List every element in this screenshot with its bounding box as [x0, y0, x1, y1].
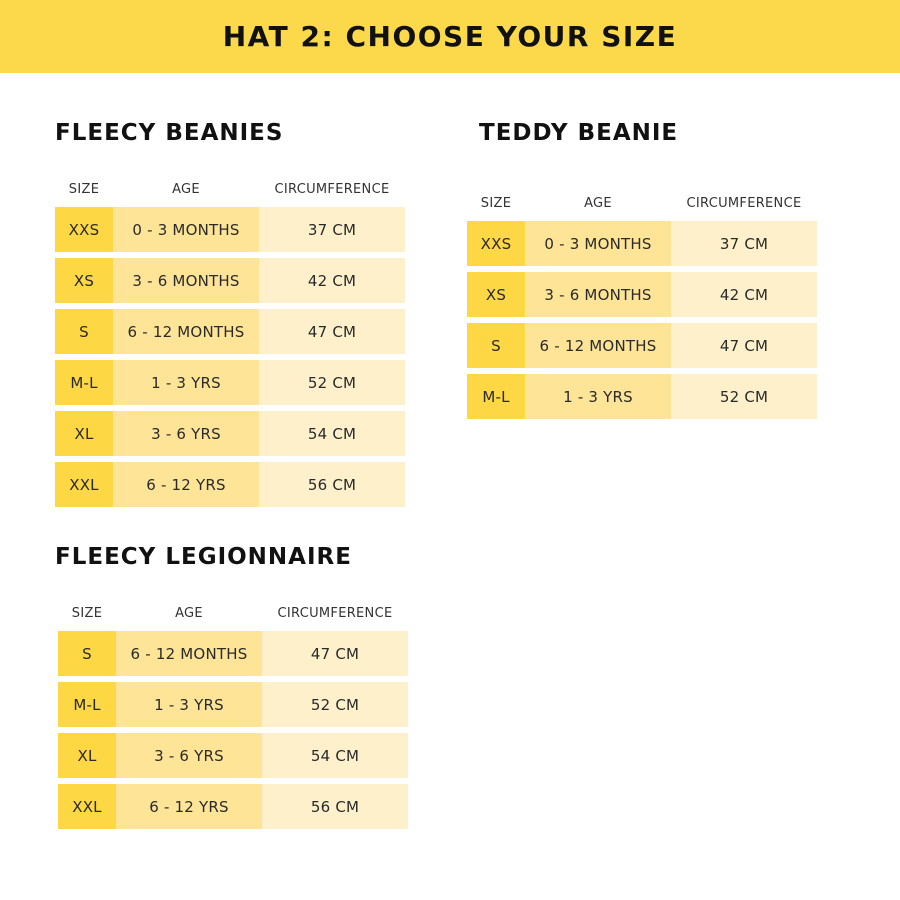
- size-cell: S: [55, 309, 113, 354]
- table-header: [55, 175, 405, 203]
- section-fleecy-legionnaire: [55, 544, 415, 834]
- circumference-cell: 56 CM: [259, 462, 405, 507]
- header-banner: [0, 0, 900, 73]
- table-row: [58, 784, 408, 829]
- age-cell: 1 - 3 YRS: [116, 682, 262, 727]
- size-cell: M-L: [467, 374, 525, 419]
- age-cell: 0 - 3 MONTHS: [113, 207, 259, 252]
- table-row: [55, 411, 405, 456]
- size-table: [58, 599, 408, 829]
- column-header-circumference: CIRCUMFERENCE: [274, 181, 390, 197]
- age-cell: 6 - 12 MONTHS: [113, 309, 259, 354]
- section-teddy-beanie: [467, 120, 817, 420]
- table-row: [55, 462, 405, 507]
- size-cell: S: [58, 631, 116, 676]
- age-cell: 6 - 12 MONTHS: [525, 323, 671, 368]
- circumference-cell: 52 CM: [262, 682, 408, 727]
- circumference-cell: 47 CM: [262, 631, 408, 676]
- age-cell: 6 - 12 MONTHS: [116, 631, 262, 676]
- circumference-cell: 47 CM: [259, 309, 405, 354]
- column-header-age: AGE: [172, 181, 200, 197]
- circumference-cell: 37 CM: [671, 221, 817, 266]
- size-cell: XXS: [467, 221, 525, 266]
- table-header: [467, 189, 817, 217]
- page-title: HAT 2: CHOOSE YOUR SIZE: [222, 20, 678, 53]
- column-header-age: AGE: [175, 605, 203, 621]
- size-cell: XXS: [55, 207, 113, 252]
- size-cell: M-L: [55, 360, 113, 405]
- table-row: [58, 631, 408, 676]
- column-header-circumference: CIRCUMFERENCE: [686, 195, 802, 211]
- column-header-size: SIZE: [71, 605, 103, 621]
- column-header-size: SIZE: [68, 181, 100, 197]
- section-title: FLEECY BEANIES: [55, 120, 284, 146]
- section-title: FLEECY LEGIONNAIRE: [55, 544, 352, 570]
- size-cell: XXL: [55, 462, 113, 507]
- circumference-cell: 47 CM: [671, 323, 817, 368]
- size-cell: XXL: [58, 784, 116, 829]
- circumference-cell: 42 CM: [671, 272, 817, 317]
- size-cell: M-L: [58, 682, 116, 727]
- circumference-cell: 42 CM: [259, 258, 405, 303]
- table-row: [467, 221, 817, 266]
- age-cell: 3 - 6 MONTHS: [113, 258, 259, 303]
- size-table: [467, 189, 817, 419]
- table-row: [467, 374, 817, 419]
- table-header: [58, 599, 408, 627]
- table-body: [55, 207, 405, 507]
- section-title: TEDDY BEANIE: [479, 120, 679, 146]
- table-row: [55, 309, 405, 354]
- table-body: [58, 631, 408, 829]
- size-table: [55, 175, 405, 507]
- table-row: [55, 207, 405, 252]
- table-row: [467, 323, 817, 368]
- column-header-circumference: CIRCUMFERENCE: [277, 605, 393, 621]
- size-cell: XL: [58, 733, 116, 778]
- age-cell: 1 - 3 YRS: [525, 374, 671, 419]
- age-cell: 0 - 3 MONTHS: [525, 221, 671, 266]
- age-cell: 3 - 6 MONTHS: [525, 272, 671, 317]
- column-header-age: AGE: [584, 195, 612, 211]
- column-header-size: SIZE: [480, 195, 512, 211]
- circumference-cell: 56 CM: [262, 784, 408, 829]
- table-row: [55, 360, 405, 405]
- table-row: [55, 258, 405, 303]
- age-cell: 3 - 6 YRS: [116, 733, 262, 778]
- table-body: [467, 221, 817, 419]
- circumference-cell: 54 CM: [259, 411, 405, 456]
- circumference-cell: 52 CM: [671, 374, 817, 419]
- circumference-cell: 52 CM: [259, 360, 405, 405]
- size-cell: XS: [467, 272, 525, 317]
- table-row: [467, 272, 817, 317]
- size-cell: XL: [55, 411, 113, 456]
- age-cell: 1 - 3 YRS: [113, 360, 259, 405]
- size-cell: XS: [55, 258, 113, 303]
- age-cell: 3 - 6 YRS: [113, 411, 259, 456]
- age-cell: 6 - 12 YRS: [116, 784, 262, 829]
- section-fleecy-beanies: [55, 120, 405, 510]
- circumference-cell: 54 CM: [262, 733, 408, 778]
- table-row: [58, 682, 408, 727]
- circumference-cell: 37 CM: [259, 207, 405, 252]
- table-row: [58, 733, 408, 778]
- age-cell: 6 - 12 YRS: [113, 462, 259, 507]
- size-cell: S: [467, 323, 525, 368]
